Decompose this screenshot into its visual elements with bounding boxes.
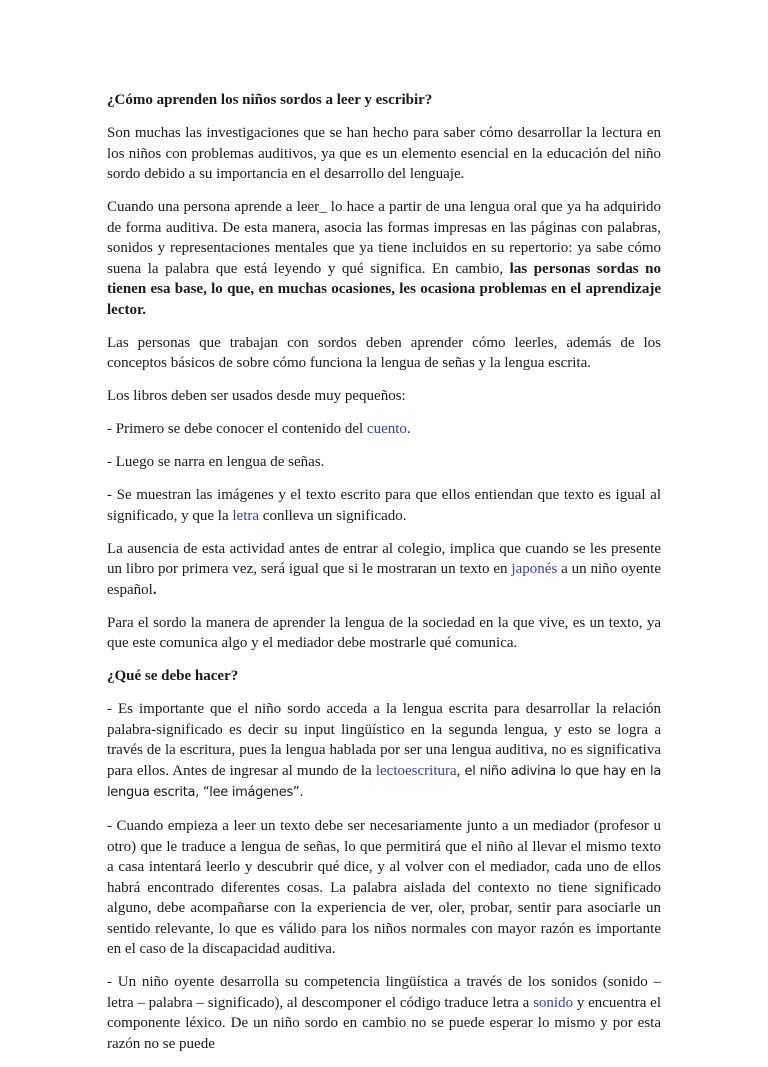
list-item-text: . [406, 421, 411, 437]
paragraph-ausencia [107, 539, 661, 601]
paragraph-text: - Es importante que el niño sordo acceda a la lengua escrita para desarrollar la relación palabra-significado es decir su input lingüístico en la segunda lengua, y esto se logra a través de la escritura, pues la lengua hablada por ser una lengua auditiva, no es significativa para ellos. Antes de ingresar al mundo de la [107, 701, 661, 779]
bold-period: . [152, 581, 157, 598]
link-sonido[interactable]: sonido [533, 994, 574, 1011]
paragraph-text: y encuentra el componente léxico. De un niño sordo en cambio no se puede esperar lo mismo y por esta razón no se puede [107, 994, 661, 1052]
paragraph-aprende-a-leer [107, 197, 661, 320]
paragraph-text: lo hace a partir de una lengua oral que ya ha adquirido de forma auditiva. De esta manera, asocia las formas impresas en las páginas con palabras, sonidos y representaciones mentales que ya tiene incluidos en su repertorio: ya sabe cómo suena la palabra que está leyendo y qué significa. En cambio, [107, 199, 661, 277]
underscore-mark: _ [319, 199, 327, 215]
list-item-text: - Se muestran las imágenes y el texto escrito para que ellos entiendan que texto es igual al significado, y que la [107, 487, 661, 524]
list-item-text: - Primero se debe conocer el contenido del [107, 421, 367, 437]
document-page [107, 90, 661, 1067]
paragraph-nino-oyente [107, 972, 661, 1054]
paragraph-libros: Los libros deben ser usados desde muy pequeños: [107, 388, 406, 404]
list-item-luego: - Luego se narra en lengua de señas. [107, 454, 325, 470]
list-item-primero [107, 419, 661, 440]
handwritten-style-text: el niño adivina lo que hay en la lengua escrita, “lee imágenes”. [107, 763, 661, 800]
link-lectoescritura[interactable]: lectoescritura [375, 762, 457, 779]
paragraph-para-el-sordo: Para el sordo la manera de aprender la lengua de la sociedad en la que vive, es un texto, ya que este comunica algo y el mediador debe mostrarle qué comunica. [107, 614, 661, 651]
paragraph-text: a un niño oyente español [107, 561, 662, 598]
paragraph-text: La ausencia de esta actividad antes de entrar al colegio, implica que cuando se les presente un libro por primera vez, será igual que si le mostraran un texto en [107, 540, 661, 577]
link-japones[interactable]: japonés [511, 561, 558, 577]
link-cuento[interactable]: cuento [366, 421, 407, 437]
list-item-se-muestran [107, 485, 661, 526]
paragraph-investigaciones: Son muchas las investigaciones que se han hecho para saber cómo desarrollar la lectura en los niños con problemas auditivos, ya que es un elemento esencial en la educación del niño sordo debido a su importancia en el desarrollo del lenguaje. [107, 125, 661, 182]
paragraph-cuando-empieza: - Cuando empieza a leer un texto debe ser necesariamente junto a un mediador (profesor u otro) que le traduce a lengua de señas, lo que permitirá que el niño al llevar el mismo texto a casa intentará leerlo y descubrir qué dice, y al volver con el mediador, cada uno de ellos habrá encontrado diferentes cosas. La palabra aislada del contexto no tiene significado alguno, debe acompañarse con la experiencia de ver, oler, probar, sentir para asociarle un sentido relevante, lo que es válido para los niños normales con mayor razón es importante en el caso de la discapacidad auditiva. [107, 818, 661, 957]
link-letra[interactable]: letra [232, 507, 260, 524]
paragraph-text: - Un niño oyente desarrolla su competencia lingüística a través de los sonidos (sonido – letra – palabra – significado), al descomponer el código traduce letra a [107, 974, 661, 1011]
paragraph-es-importante [107, 699, 661, 804]
heading-como-aprenden: ¿Cómo aprenden los niños sordos a leer y escribir? [107, 92, 433, 108]
paragraph-text: , [456, 762, 465, 779]
paragraph-text: Cuando una persona aprende a leer [107, 199, 320, 215]
heading-que-se-debe-hacer: ¿Qué se debe hacer? [107, 668, 239, 684]
bold-statement: las personas sordas no tienen esa base, lo que, en muchas ocasiones, les ocasiona problemas en el aprendizaje lector. [107, 260, 661, 318]
list-item-text: conlleva un significado. [259, 507, 407, 524]
paragraph-personas-trabajan: Las personas que trabajan con sordos deben aprender cómo leerles, además de los conceptos básicos de sobre cómo funciona la lengua de señas y la lengua escrita. [107, 334, 661, 371]
